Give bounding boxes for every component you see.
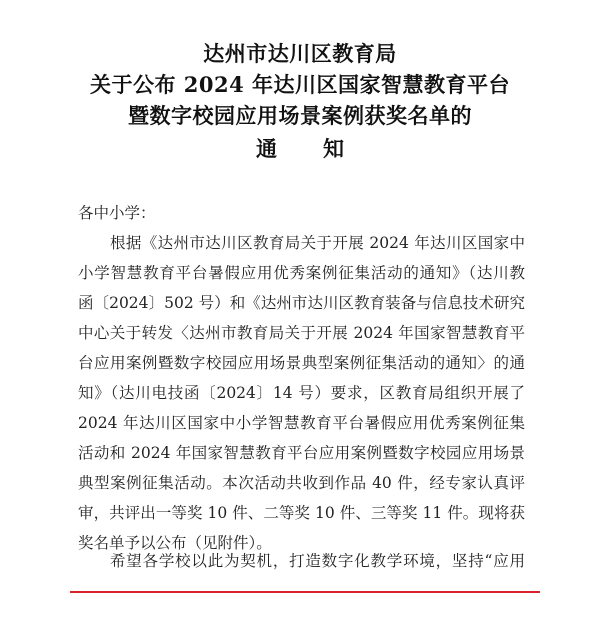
page-bottom-margin xyxy=(0,595,600,642)
paragraph-line: 活动和 2024 年国家智慧教育平台应用案例暨数字校园应用场景 xyxy=(78,444,525,462)
paragraph-line: 审，共评出一等奖 10 件、二等奖 10 件、三等奖 11 件。现将获 xyxy=(78,504,525,522)
paragraph-line: 小学智慧教育平台暑假应用优秀案例征集活动的通知》（达川教 xyxy=(78,264,525,282)
red-rule-divider xyxy=(70,591,540,593)
paragraph-line: 根据《达州市达川区教育局关于开展 2024 年达川区国家中 xyxy=(110,234,525,252)
body-paragraph-2 xyxy=(78,546,525,576)
salutation: 各中小学： xyxy=(78,204,156,222)
body-paragraph-1 xyxy=(78,228,525,558)
title-line-issuer: 达州市达川区教育局 xyxy=(203,41,397,66)
document-title xyxy=(0,38,600,164)
paragraph-line: 知》（达川电技函〔2024〕14 号）要求，区教育局组织开展了 xyxy=(78,384,525,402)
paragraph-line: 台应用案例暨数字校园应用场景典型案例征集活动的通知〉的通 xyxy=(78,354,525,372)
title-line-subject-cont: 暨数字校园应用场景案例获奖名单的 xyxy=(128,103,472,128)
title-line-subject: 关于公布 2024 年达川区国家智慧教育平台 xyxy=(89,72,511,97)
paragraph-line: 2024 年达川区国家中小学智慧教育平台暑假应用优秀案例征集 xyxy=(78,414,525,432)
paragraph-line: 中心关于转发〈达州市教育局关于开展 2024 年国家智慧教育平 xyxy=(78,324,525,342)
paragraph-line: 函〔2024〕502 号）和《达州市达川区教育装备与信息技术研究 xyxy=(78,294,525,312)
paragraph-line: 希望各学校以此为契机，打造数字化教学环境，坚持“应用 xyxy=(110,552,525,570)
paragraph-line: 典型案例征集活动。本次活动共收到作品 40 件，经专家认真评 xyxy=(78,474,525,492)
title-line-notice: 通知 xyxy=(256,136,390,161)
paragraph-line: 奖名单予以公布（见附件）。 xyxy=(78,534,272,552)
